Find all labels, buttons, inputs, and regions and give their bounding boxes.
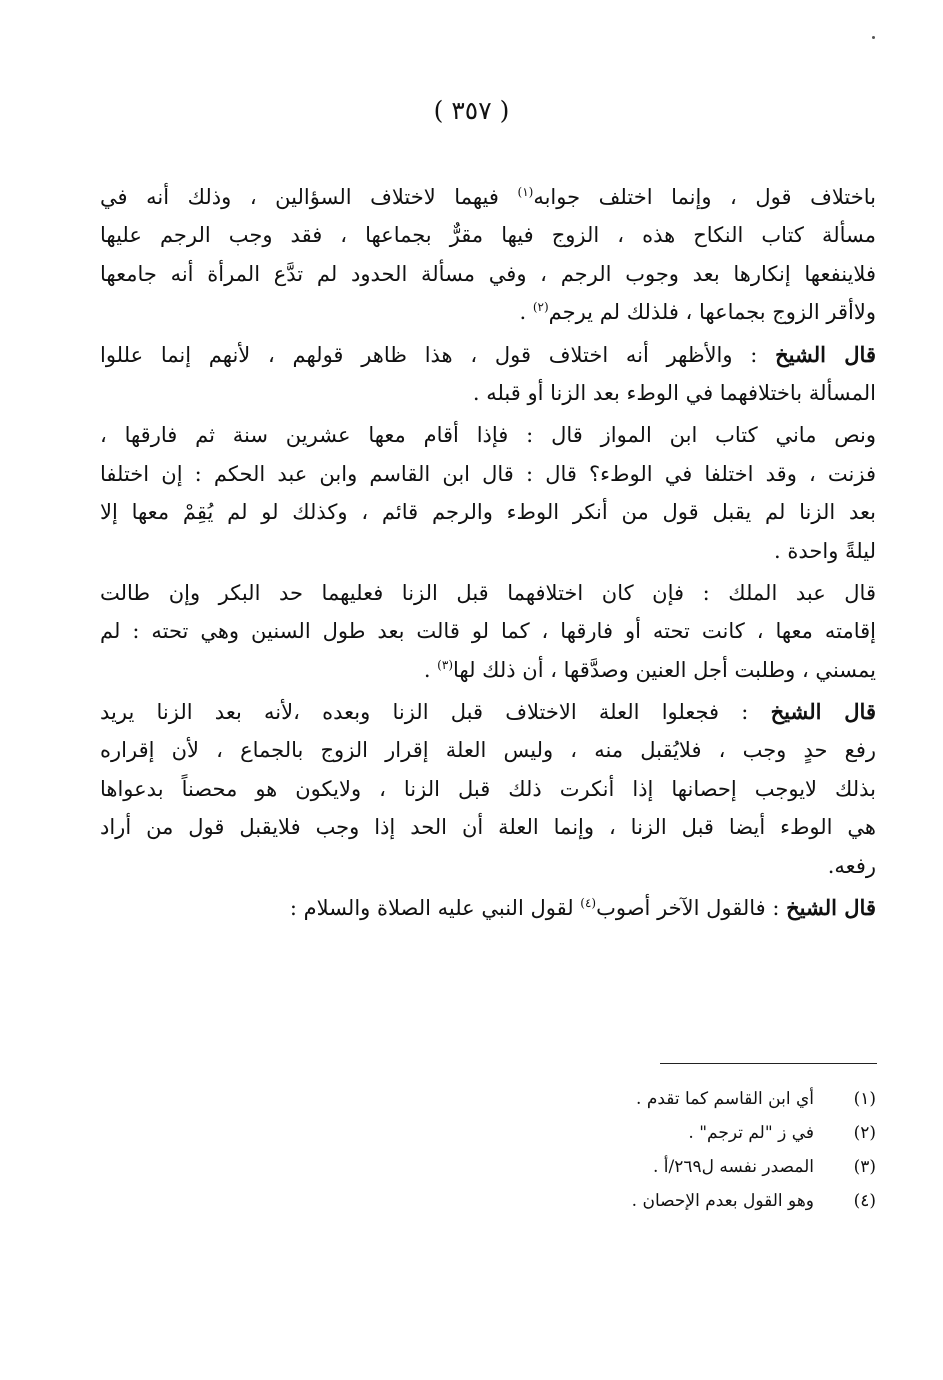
line-text: فزنت ، وقد اختلفا في الوطء؟ قال : قال ابن القاسم وابن عبد الحكم : إن اختلفا — [100, 461, 876, 486]
footnotes — [356, 1082, 876, 1218]
line-text: فلاينفعها إنكارها بعد وجوب الرجم ، وفي مسألة الحدود لم تدَّع المرأة أنه جامعها — [100, 261, 876, 286]
line-text: بذلك لايوجب إحصانها إذا أنكرت ذلك قبل الزنا ، ولايكون هو محصناً بدعواها — [100, 776, 876, 801]
footnote-text: في ز "لم ترجم" . — [688, 1123, 814, 1143]
line-text-continued: . — [519, 300, 533, 325]
footnote-ref: (٤) — [580, 896, 597, 911]
footnote-item — [356, 1082, 876, 1116]
line-text: رفعه. — [827, 853, 876, 878]
line-text: بعد الزنا لم يقبل قول من أنكر الوطء والرجم قائم ، وكذلك لو لم يُقِمْ معها إلا — [100, 500, 876, 525]
text-line — [100, 532, 876, 570]
text-line — [100, 416, 876, 454]
footnote-number: (٢) — [853, 1123, 876, 1143]
footnote-text: أي ابن القاسم كما تقدم . — [636, 1089, 814, 1109]
footnote-item — [356, 1184, 876, 1218]
line-text: ونص ماني كتاب ابن المواز قال : فإذا أقام معها عشرين سنة ثم فارقها ، — [100, 423, 876, 448]
line-text: المسألة باختلافهما في الوطء بعد الزنا أو قبله . — [472, 380, 876, 405]
line-text: مسألة كتاب النكاح هذه ، الزوج فيها مقرٌّ بجماعها ، فقد وجب الرجم عليها — [100, 223, 876, 248]
text-line — [100, 770, 876, 808]
main-text — [100, 178, 876, 927]
speaker-label: قال الشيخ — [770, 699, 876, 725]
footnote-ref: (٣) — [437, 657, 453, 672]
text-line — [100, 612, 876, 650]
footnote-text: وهو القول بعدم الإحصان . — [631, 1191, 814, 1211]
text-line — [100, 493, 876, 531]
line-text: هي الوطء أيضا قبل الزنا ، وإنما العلة أن الحد إذا وجب فلايقبل قول من أراد — [100, 815, 876, 840]
footnote-separator — [660, 1063, 877, 1064]
text-line — [100, 255, 876, 293]
footnote-number: (٣) — [853, 1157, 876, 1177]
footnote-ref: (١) — [517, 185, 534, 199]
page-number: ( ٣٥٧ ) — [433, 96, 510, 125]
text-line — [100, 293, 876, 331]
text-line — [100, 731, 876, 769]
text-line — [100, 455, 876, 493]
line-text: يمسني ، وطلبت أجل العنين وصدَّقها ، أن ذلك لها — [453, 657, 876, 682]
text-line — [100, 336, 876, 374]
scan-speck — [872, 36, 875, 39]
text-line — [100, 808, 876, 846]
speaker-label: قال الشيخ — [775, 341, 876, 367]
line-text: : فالقول الآخر أصوب — [596, 896, 787, 921]
footnote-item — [356, 1116, 876, 1150]
text-line — [100, 574, 876, 612]
footnote-ref: (٢) — [532, 300, 549, 315]
line-text: ليلةً واحدة . — [774, 538, 876, 563]
speaker-label: قال الشيخ — [786, 895, 876, 921]
footnote-number: (١) — [853, 1089, 876, 1109]
line-text: : والأظهر أنه اختلاف قول ، هذا ظاهر قولهم ، لأنهم إنما عللوا — [100, 342, 776, 367]
line-text: باختلاف قول ، وإنما اختلف جوابه — [533, 185, 876, 209]
text-line — [100, 178, 876, 216]
line-text: قال عبد الملك : فإن كان اختلافهما قبل الزنا فعليهما حد البكر وإن طالت — [100, 580, 876, 605]
footnote-number: (٤) — [853, 1191, 876, 1211]
text-line — [100, 889, 876, 927]
text-line — [100, 847, 876, 885]
line-text-continued: فيهما لاختلاف السؤالين ، وذلك أنه في — [100, 185, 518, 209]
line-text-continued: . — [423, 657, 438, 682]
line-text: إقامته معها ، كانت تحته أو فارقها ، كما لو قالت بعد طول السنين وهي تحته : لم — [100, 619, 876, 644]
text-line — [100, 693, 876, 731]
text-line — [100, 374, 876, 412]
text-line — [100, 651, 876, 689]
text-line — [100, 216, 876, 254]
line-text: : فجعلوا العلة الاختلاف قبل الزنا وبعده ،لأنه بعد الزنا يريد — [100, 700, 771, 725]
footnote-item — [356, 1150, 876, 1184]
line-text: رفع حدٍ وجب ، فلايُقبل منه ، وليس العلة إقرار الزوج بالجماع ، لأن إقراره — [100, 738, 876, 763]
footnote-text: المصدر نفسه ل٢٦٩/أ . — [652, 1157, 814, 1177]
line-text: ولاأقر الزوج بجماعها ، فلذلك لم يرجم — [548, 300, 876, 325]
line-text-continued: لقول النبي عليه الصلاة والسلام : — [289, 896, 581, 921]
